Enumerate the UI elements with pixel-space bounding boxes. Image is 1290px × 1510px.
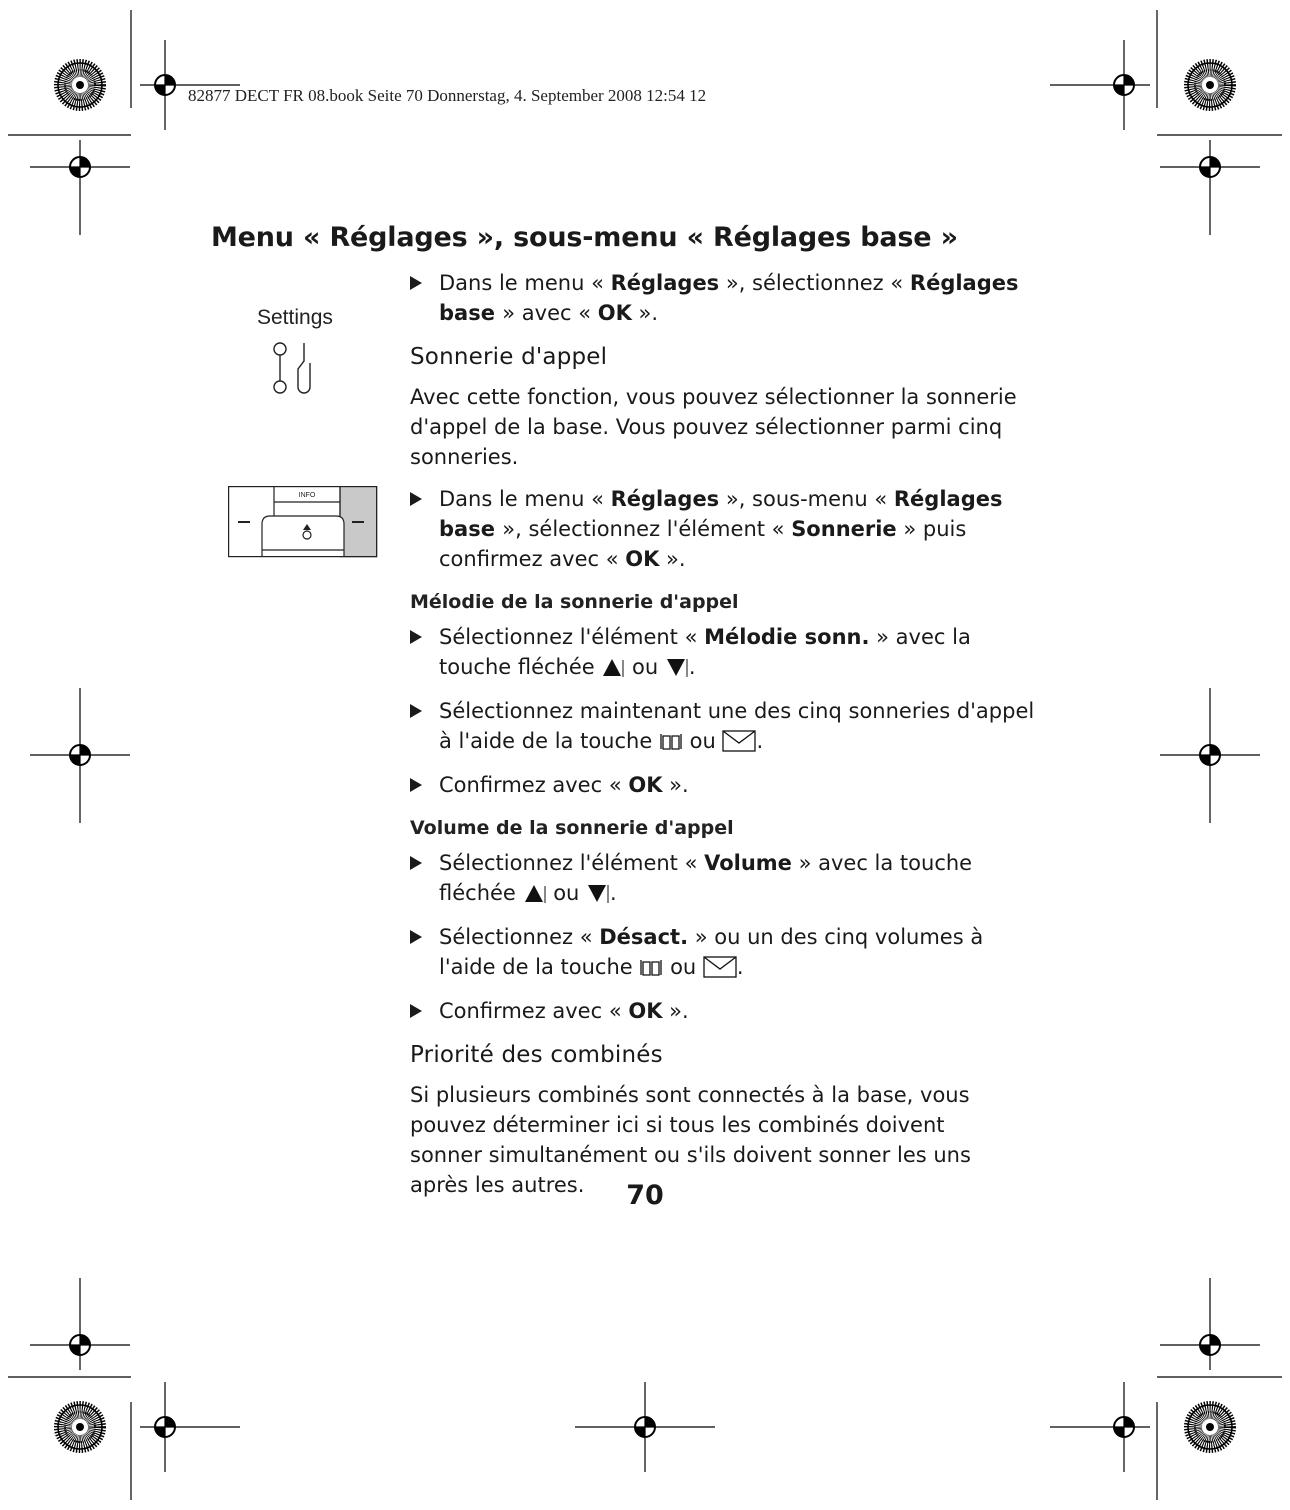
intro-step: Dans le menu « Réglages », sélectionnez « Réglages base » avec « OK ». [410,268,1040,328]
envelope-key-icon [703,956,737,978]
page-number: 70 [626,1180,664,1211]
arrow-down-key-icon [665,656,689,678]
volume-step-3: Confirmez avec « OK ». [410,996,1040,1026]
section-paragraph-sonnerie: Avec cette fonction, vous pouvez sélectionner la sonnerie d'appel de la base. Vous pouvez sélectionner parmi cinq sonneries. [410,385,1017,469]
print-header: 82877 DECT FR 08.book Seite 70 Donnerstag, 4. September 2008 12:54 12 [188,86,707,105]
section-heading-sonnerie: Sonnerie d'appel [410,344,608,370]
bullet-triangle-icon [410,492,422,506]
volume-step-1: Sélectionnez l'élément « Volume » avec la touche fléchée ou . [410,848,1040,908]
arrow-up-key-icon [523,882,547,904]
section-paragraph-priorite: Si plusieurs combinés sont connectés à la base, vous pouvez déterminer ici si tous les combinés doivent sonner simultanément ou s'ils doivent sonner les uns après les autres. [410,1083,971,1197]
subheading-volume: Volume de la sonnerie d'appel [410,817,734,839]
page-title: Menu « Réglages », sous-menu « Réglages base » [211,222,958,253]
section-heading-priorite: Priorité des combinés [410,1042,663,1068]
melodie-step-1: Sélectionnez l'élément « Mélodie sonn. » avec la touche fléchée ou . [410,622,1040,682]
melodie-step-2: Sélectionnez maintenant une des cinq sonneries d'appel à l'aide de la touche ou . [410,696,1040,756]
bullet-triangle-icon [410,276,422,290]
settings-label: Settings [257,306,333,329]
volume-step-2: Sélectionnez « Désact. » ou un des cinq volumes à l'aide de la touche ou . [410,922,1040,982]
sonnerie-step: Dans le menu « Réglages », sous-menu « Réglages base », sélectionnez l'élément « Sonnerie » puis confirmez avec « OK ». [410,484,1040,574]
bullet-triangle-icon [410,930,422,944]
phonebook-key-icon [639,958,663,978]
keypad-icon [228,486,378,558]
bullet-triangle-icon [410,778,422,792]
settings-icon [272,341,332,411]
arrow-up-key-icon [601,656,625,678]
keypad-info-label: INFO [298,492,316,499]
bullet-triangle-icon [410,630,422,644]
subheading-melodie: Mélodie de la sonnerie d'appel [410,591,739,613]
main-content [410,268,1040,1200]
envelope-key-icon [722,730,756,752]
melodie-step-3: Confirmez avec « OK ». [410,770,1040,800]
bullet-triangle-icon [410,1004,422,1018]
bullet-triangle-icon [410,856,422,870]
bullet-triangle-icon [410,704,422,718]
phonebook-key-icon [659,732,683,752]
arrow-down-key-icon [586,882,610,904]
